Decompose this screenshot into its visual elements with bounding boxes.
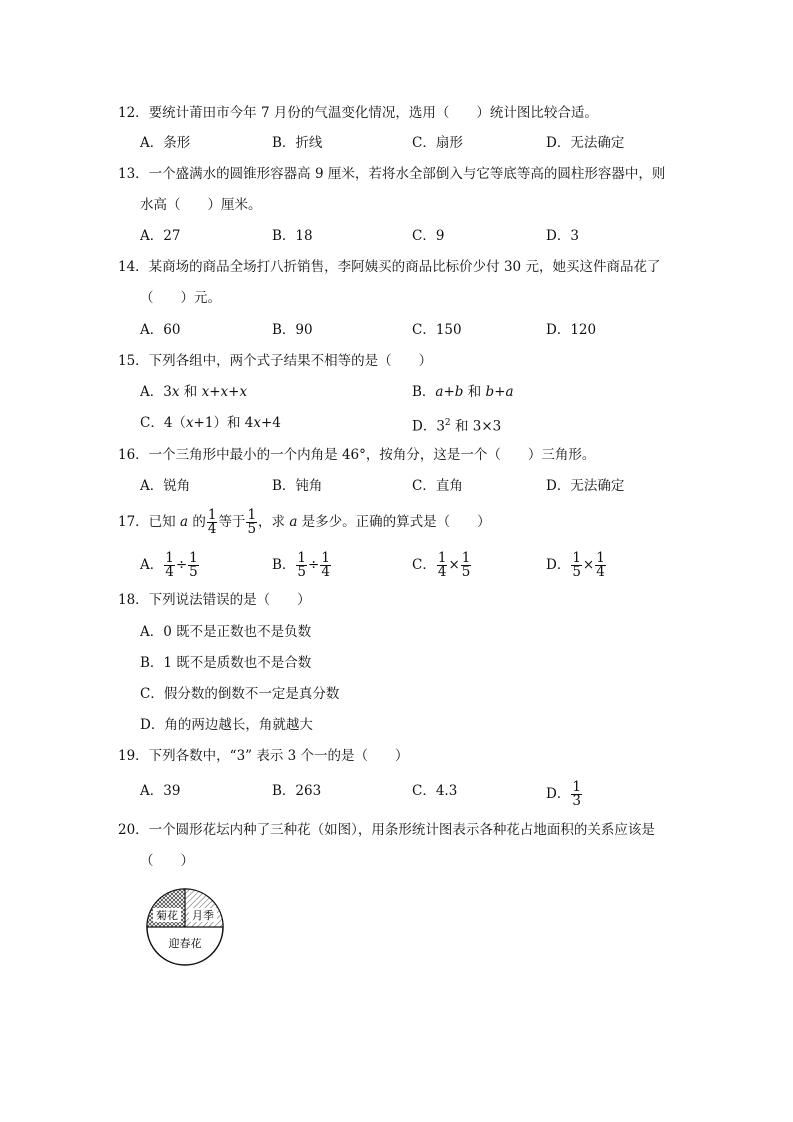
denominator: 5 bbox=[189, 564, 198, 580]
q15-d-prefix: D．3 bbox=[412, 418, 445, 435]
flower-label-jasmine: 迎春花 bbox=[168, 937, 202, 950]
numerator: 1 bbox=[461, 550, 471, 566]
option-label: D． bbox=[546, 786, 571, 802]
numerator: 1 bbox=[247, 507, 257, 523]
q16-stem: 16．一个三角形中最小的一个内角是 46°，按角分，这是一个（ ）三角形。 bbox=[118, 447, 596, 463]
q15-b-var: a bbox=[435, 384, 444, 400]
option-label: A． bbox=[140, 557, 164, 573]
fraction bbox=[164, 552, 175, 579]
q16-option-d: D．无法确定 bbox=[546, 478, 625, 494]
q15-b-var: b bbox=[454, 384, 464, 400]
q17-var: a bbox=[289, 514, 298, 530]
q17-option-a bbox=[140, 552, 200, 579]
q15-a-var: x bbox=[201, 384, 210, 400]
numerator: 1 bbox=[437, 550, 447, 566]
numerator: 1 bbox=[189, 550, 198, 566]
q19-option-c: C．4.3 bbox=[412, 783, 458, 799]
q17-stem bbox=[118, 509, 491, 536]
denominator: 4 bbox=[207, 521, 217, 537]
q17-option-c bbox=[412, 552, 472, 579]
q13-option-c: C．9 bbox=[412, 228, 445, 244]
q14-stem-line1: 14．某商场的商品全场打八折销售，李阿姨买的商品比标价少付 30 元，她买这件商品花了 bbox=[118, 259, 661, 275]
numerator: 1 bbox=[572, 779, 581, 795]
q12-option-b: B．折线 bbox=[272, 135, 323, 151]
fraction bbox=[296, 552, 307, 579]
fraction bbox=[571, 552, 582, 579]
q20-stem-line1: 20．一个圆形花坛内种了三种花（如图），用条形统计图表示各种花占地面积的关系应该是 bbox=[118, 822, 655, 838]
q13-stem-line2: 水高（ ）厘米。 bbox=[140, 197, 262, 213]
denominator: 3 bbox=[572, 793, 581, 809]
q18-option-b: B．1 既不是质数也不是合数 bbox=[140, 655, 312, 671]
q17-option-b bbox=[272, 552, 332, 579]
option-label: C． bbox=[412, 557, 436, 573]
numerator: 1 bbox=[207, 507, 217, 523]
denominator: 5 bbox=[247, 521, 257, 537]
q17-text: 17．已知 bbox=[118, 514, 180, 530]
denominator: 5 bbox=[297, 564, 307, 580]
q15-a-prefix: A．3 bbox=[140, 384, 172, 400]
q15-c-mid: +1）和 4 bbox=[193, 415, 254, 431]
operator: × bbox=[448, 557, 460, 573]
option-label: D． bbox=[546, 557, 571, 573]
q12-option-c: C．扇形 bbox=[412, 135, 463, 151]
q19-stem: 19．下列各数中，“3” 表示 3 个一的是（ ） bbox=[118, 748, 409, 764]
q14-stem-line2: （ ）元。 bbox=[140, 290, 221, 306]
q19-option-a: A．39 bbox=[140, 783, 181, 799]
numerator: 1 bbox=[297, 550, 307, 566]
q15-a-plus: + bbox=[209, 384, 221, 400]
q17-option-d bbox=[546, 552, 607, 579]
q19-option-d bbox=[546, 781, 583, 808]
fraction bbox=[188, 552, 199, 579]
numerator: 1 bbox=[165, 550, 174, 566]
operator: ÷ bbox=[308, 557, 320, 573]
q15-stem: 15．下列各组中，两个式子结果不相等的是（ ） bbox=[118, 353, 433, 369]
q15-b-var: b bbox=[485, 384, 495, 400]
flower-bed-circle bbox=[140, 882, 230, 972]
q15-b-prefix: B． bbox=[412, 384, 436, 400]
q12-stem: 12．要统计莆田市今年 7 月份的气温变化情况，选用（ ）统计图比较合适。 bbox=[118, 105, 598, 121]
fraction bbox=[571, 781, 582, 808]
q15-option-b bbox=[412, 382, 514, 402]
q15-b-plus: + bbox=[443, 384, 455, 400]
q15-b-and: 和 bbox=[463, 384, 486, 400]
q15-a-var: x bbox=[239, 384, 248, 400]
q15-c-var: x bbox=[253, 415, 261, 431]
fraction bbox=[320, 552, 331, 579]
q17-text: 是多少。正确的算式是（ ） bbox=[297, 514, 491, 530]
denominator: 4 bbox=[596, 564, 605, 580]
q14-option-a: A．60 bbox=[140, 322, 181, 338]
numerator: 1 bbox=[321, 550, 330, 566]
q16-option-b: B．钝角 bbox=[272, 478, 323, 494]
fraction bbox=[461, 552, 472, 579]
fraction bbox=[207, 509, 218, 536]
denominator: 4 bbox=[165, 564, 174, 580]
flower-label-rose: 月季 bbox=[192, 909, 214, 922]
denominator: 4 bbox=[321, 564, 330, 580]
flower-bed-figure bbox=[140, 882, 230, 976]
q18-option-c: C．假分数的倒数不一定是真分数 bbox=[140, 686, 340, 702]
q17-text: 等于 bbox=[218, 514, 246, 530]
operator: ÷ bbox=[175, 557, 188, 573]
denominator: 4 bbox=[437, 564, 447, 580]
q20-stem-line2: （ ） bbox=[140, 853, 194, 869]
flower-label-chrysanthemum: 菊花 bbox=[156, 909, 178, 922]
q15-d-rest: 和 3×3 bbox=[450, 418, 502, 435]
q15-b-plus: + bbox=[494, 384, 506, 400]
denominator: 5 bbox=[572, 564, 581, 580]
q18-option-a: A．0 既不是正数也不是负数 bbox=[140, 624, 312, 640]
q17-var: a bbox=[179, 514, 189, 530]
q15-a-var: x bbox=[171, 384, 180, 400]
q17-text: 的 bbox=[188, 514, 206, 530]
q18-option-d: D．角的两边越长，角就越大 bbox=[140, 717, 313, 733]
q12-option-a: A．条形 bbox=[140, 135, 191, 151]
q15-option-c bbox=[140, 413, 281, 433]
q15-c-var: x bbox=[185, 415, 194, 431]
denominator: 5 bbox=[461, 564, 471, 580]
q14-option-c: C．150 bbox=[412, 322, 462, 338]
q15-option-a bbox=[140, 382, 247, 402]
q15-a-var: x bbox=[220, 384, 229, 400]
q14-option-d: D．120 bbox=[546, 322, 597, 338]
q16-option-a: A．锐角 bbox=[140, 478, 191, 494]
q16-option-c: C．直角 bbox=[412, 478, 463, 494]
q13-stem-line1: 13．一个盛满水的圆锥形容器高 9 厘米，若将水全部倒入与它等底等高的圆柱形容器中，则 bbox=[118, 166, 666, 182]
q18-stem: 18．下列说法错误的是（ ） bbox=[118, 592, 311, 608]
q15-a-and: 和 bbox=[179, 384, 202, 400]
q15-b-var: a bbox=[505, 384, 514, 400]
q15-d-exponent: 2 bbox=[444, 418, 451, 428]
q13-option-b: B．18 bbox=[272, 228, 313, 244]
q15-c-prefix: C．4（ bbox=[140, 415, 186, 431]
q15-c-end: +4 bbox=[260, 415, 281, 431]
q19-option-b: B．263 bbox=[272, 783, 322, 799]
numerator: 1 bbox=[596, 550, 605, 566]
q17-text: ，求 bbox=[258, 514, 290, 530]
option-label: B． bbox=[272, 557, 296, 573]
q15-option-d bbox=[412, 413, 501, 437]
operator: × bbox=[582, 557, 595, 573]
q15-a-plus: + bbox=[228, 384, 240, 400]
fraction bbox=[437, 552, 448, 579]
fraction bbox=[246, 509, 257, 536]
q13-option-a: A．27 bbox=[140, 228, 181, 244]
numerator: 1 bbox=[572, 550, 581, 566]
q14-option-b: B．90 bbox=[272, 322, 313, 338]
q12-option-d: D．无法确定 bbox=[546, 135, 625, 151]
fraction bbox=[595, 552, 606, 579]
q13-option-d: D．3 bbox=[546, 228, 579, 244]
